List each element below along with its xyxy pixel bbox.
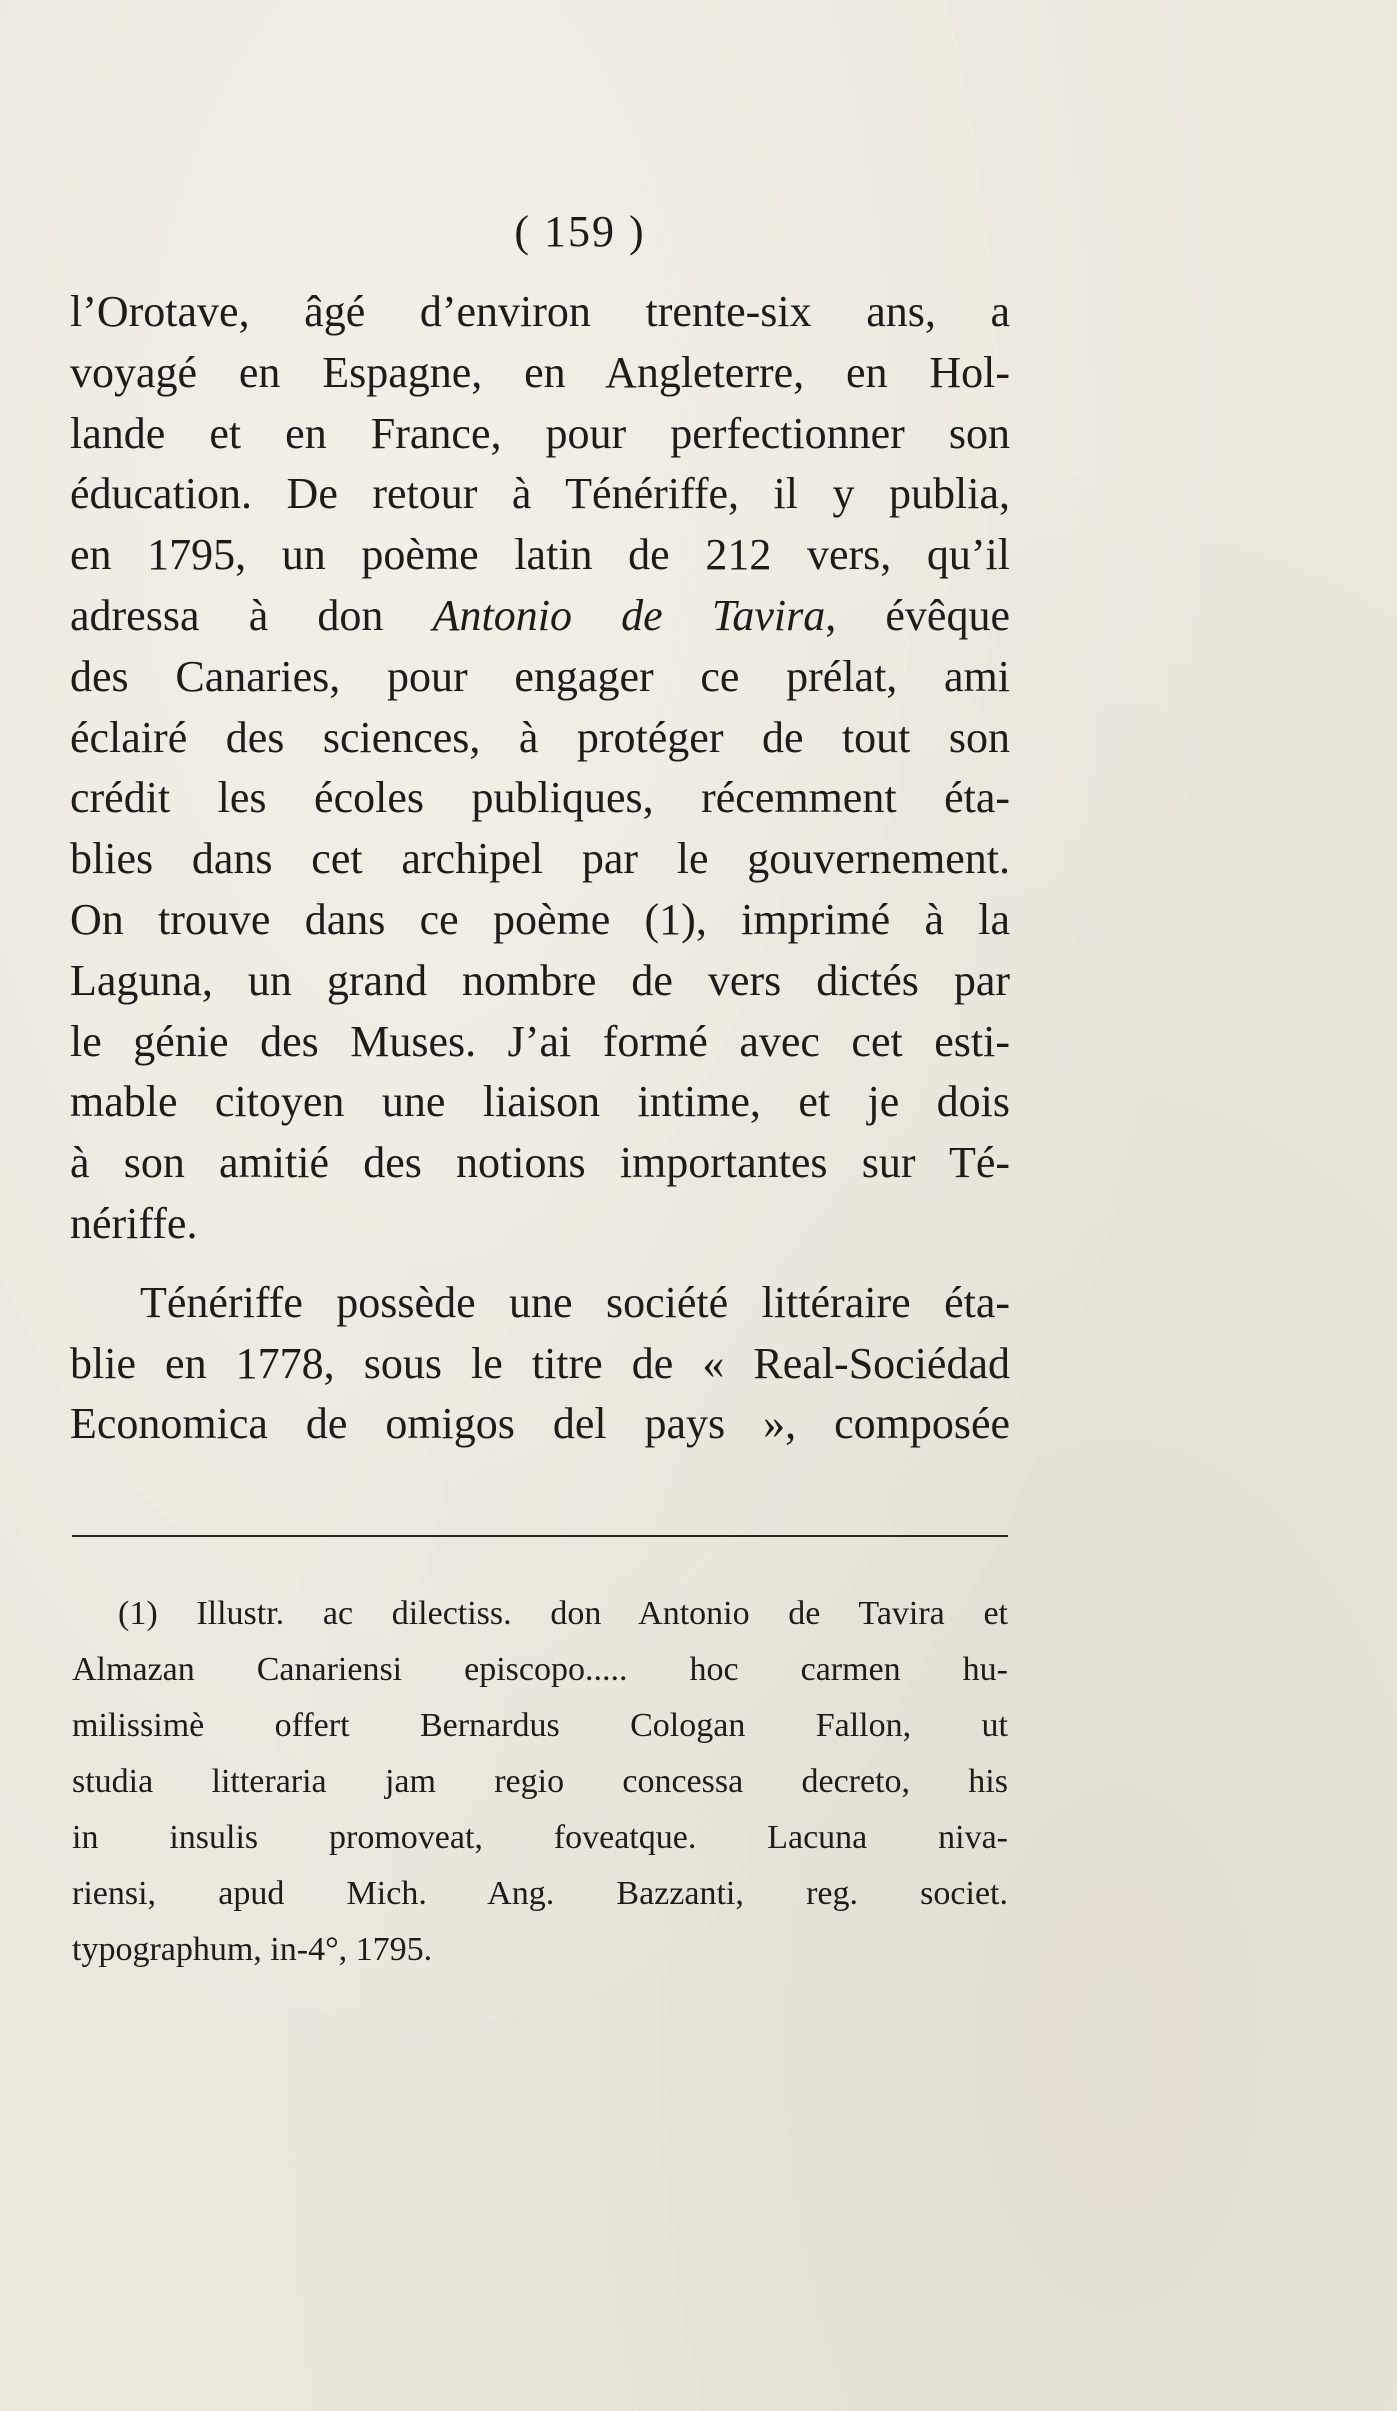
text-line: lande et en France, pour perfectionner son [70, 408, 1010, 458]
text-line: éducation. De retour à Ténériffe, il y publia, [70, 469, 1010, 519]
footnote-line: riensi, apud Mich. Ang. Bazzanti, reg. societ. [72, 1875, 1008, 1912]
text-line: Ténériffe possède une société littéraire éta- [140, 1277, 1010, 1327]
text-line: On trouve dans ce poème (1), imprimé à la [70, 894, 1010, 944]
footnote-line: (1) Illustr. ac dilectiss. don Antonio de Tavira et [118, 1595, 1008, 1632]
footnote-line: studia litteraria jam regio concessa decreto, his [72, 1763, 1008, 1800]
text-line: Laguna, un grand nombre de vers dictés par [70, 955, 1010, 1005]
page-number: ( 159 ) [514, 207, 646, 256]
text-line: nériffe. [70, 1198, 198, 1248]
text-line: l’Orotave, âgé d’environ trente-six ans, a [70, 287, 1010, 336]
text-line: le génie des Muses. J’ai formé avec cet esti- [70, 1016, 1010, 1066]
text-line: en 1795, un poème latin de 212 vers, qu’il [70, 530, 1010, 580]
body-text [70, 282, 1010, 1455]
text-line: Economica de omigos del pays », composée [70, 1399, 1010, 1449]
text-line: des Canaries, pour engager ce prélat, ami [70, 651, 1010, 701]
footnote [72, 1586, 1008, 1978]
text-line: voyagé en Espagne, en Angleterre, en Hol- [70, 347, 1010, 397]
footnote-line: Almazan Canariensi episcopo..... hoc carmen hu- [72, 1651, 1008, 1688]
footnote-line: in insulis promoveat, foveatque. Lacuna niva- [72, 1819, 1008, 1856]
text-line: blies dans cet archipel par le gouvernement. [70, 834, 1010, 884]
text-line: à son amitié des notions importantes sur Té- [70, 1138, 1010, 1188]
footnote-line: typographum, in-4°, 1795. [72, 1931, 433, 1968]
text-line: adressa à don Antonio de Tavira, évêque [70, 590, 1010, 640]
italic-name: Antonio de Tavira [432, 590, 826, 640]
text-line: mable citoyen une liaison intime, et je dois [70, 1077, 1010, 1127]
footnote-line: milissimè offert Bernardus Cologan Fallon, ut [72, 1707, 1008, 1744]
footnote-divider [72, 1535, 1008, 1537]
text-line: crédit les écoles publiques, récemment éta- [70, 773, 1010, 823]
text-line: éclairé des sciences, à protéger de tout son [70, 712, 1010, 762]
paragraph-gap [70, 1255, 1010, 1273]
text-line: blie en 1778, sous le titre de « Real-Sociédad [70, 1338, 1010, 1388]
